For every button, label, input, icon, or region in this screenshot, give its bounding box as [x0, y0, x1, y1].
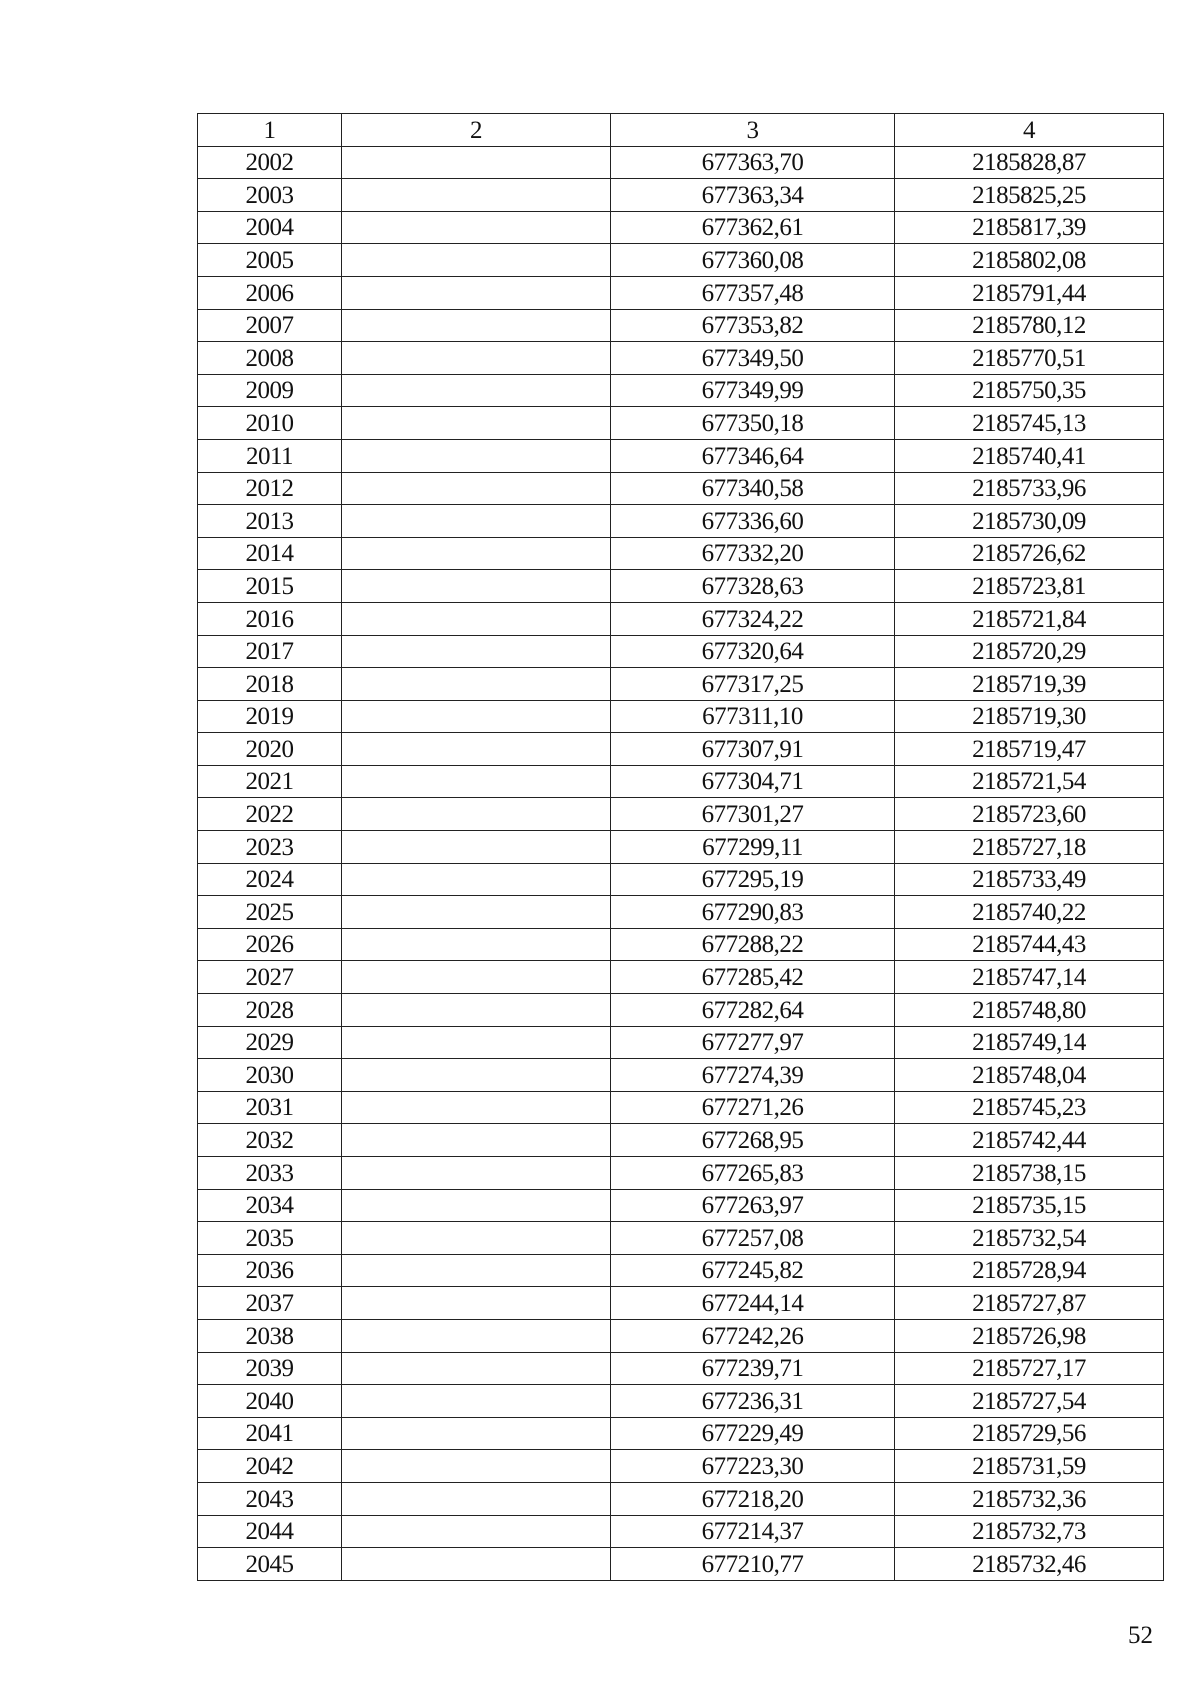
table-row [198, 146, 1164, 179]
coordinate-y-cell: 2185719,47 [895, 733, 1164, 766]
coordinate-y-cell: 2185728,94 [895, 1254, 1164, 1287]
coordinate-x-cell: 677353,82 [611, 309, 895, 342]
coordinate-x-cell: 677223,30 [611, 1450, 895, 1483]
coordinate-y-cell: 2185723,60 [895, 798, 1164, 831]
point-number-cell: 2031 [198, 1091, 342, 1124]
coordinate-x-cell: 677340,58 [611, 472, 895, 505]
empty-cell [342, 505, 611, 538]
point-number-cell: 2039 [198, 1352, 342, 1385]
table-row [198, 1319, 1164, 1352]
point-number-cell: 2007 [198, 309, 342, 342]
header-cell-col4: 4 [895, 114, 1164, 147]
coordinate-x-cell: 677362,61 [611, 211, 895, 244]
table-row [198, 928, 1164, 961]
empty-cell [342, 961, 611, 994]
point-number-cell: 2044 [198, 1515, 342, 1548]
table-row [198, 1091, 1164, 1124]
table-row [198, 994, 1164, 1027]
coordinate-x-cell: 677288,22 [611, 928, 895, 961]
point-number-cell: 2025 [198, 896, 342, 929]
table-row [198, 472, 1164, 505]
table-row [198, 505, 1164, 538]
point-number-cell: 2041 [198, 1417, 342, 1450]
coordinate-y-cell: 2185730,09 [895, 505, 1164, 538]
coordinate-x-cell: 677350,18 [611, 407, 895, 440]
empty-cell [342, 798, 611, 831]
table-row [198, 439, 1164, 472]
empty-cell [342, 309, 611, 342]
coordinate-y-cell: 2185825,25 [895, 179, 1164, 212]
empty-cell [342, 994, 611, 1027]
point-number-cell: 2003 [198, 179, 342, 212]
table-row [198, 896, 1164, 929]
coordinate-y-cell: 2185733,96 [895, 472, 1164, 505]
empty-cell [342, 896, 611, 929]
point-number-cell: 2017 [198, 635, 342, 668]
empty-cell [342, 831, 611, 864]
coordinate-y-cell: 2185726,98 [895, 1319, 1164, 1352]
point-number-cell: 2006 [198, 276, 342, 309]
coordinate-y-cell: 2185726,62 [895, 537, 1164, 570]
table-row [198, 700, 1164, 733]
empty-cell [342, 1482, 611, 1515]
coordinate-x-cell: 677257,08 [611, 1222, 895, 1255]
empty-cell [342, 570, 611, 603]
coordinate-x-cell: 677336,60 [611, 505, 895, 538]
table-row [198, 244, 1164, 277]
empty-cell [342, 439, 611, 472]
coordinate-y-cell: 2185740,22 [895, 896, 1164, 929]
empty-cell [342, 407, 611, 440]
coordinate-x-cell: 677274,39 [611, 1059, 895, 1092]
coordinate-y-cell: 2185727,18 [895, 831, 1164, 864]
point-number-cell: 2013 [198, 505, 342, 538]
header-cell-col2: 2 [342, 114, 611, 147]
table-row [198, 798, 1164, 831]
coordinate-y-cell: 2185817,39 [895, 211, 1164, 244]
point-number-cell: 2009 [198, 374, 342, 407]
empty-cell [342, 863, 611, 896]
table-row [198, 1385, 1164, 1418]
empty-cell [342, 1157, 611, 1190]
coordinate-x-cell: 677317,25 [611, 668, 895, 701]
table-row [198, 831, 1164, 864]
coordinate-x-cell: 677304,71 [611, 765, 895, 798]
point-number-cell: 2011 [198, 439, 342, 472]
table-row [198, 1124, 1164, 1157]
point-number-cell: 2019 [198, 700, 342, 733]
table-row [198, 537, 1164, 570]
coordinate-x-cell: 677299,11 [611, 831, 895, 864]
table-row [198, 211, 1164, 244]
coordinates-table [197, 113, 1164, 1581]
coordinate-x-cell: 677363,70 [611, 146, 895, 179]
table-row [198, 179, 1164, 212]
empty-cell [342, 733, 611, 766]
table-header [198, 114, 1164, 147]
empty-cell [342, 179, 611, 212]
table-row [198, 668, 1164, 701]
table-row [198, 1287, 1164, 1320]
page-number: 52 [1128, 1622, 1153, 1649]
empty-cell [342, 700, 611, 733]
point-number-cell: 2014 [198, 537, 342, 570]
table-row [198, 602, 1164, 635]
point-number-cell: 2040 [198, 1385, 342, 1418]
table-row [198, 1222, 1164, 1255]
coordinate-x-cell: 677332,20 [611, 537, 895, 570]
coordinate-x-cell: 677307,91 [611, 733, 895, 766]
coordinate-y-cell: 2185748,80 [895, 994, 1164, 1027]
table-row [198, 342, 1164, 375]
coordinate-x-cell: 677282,64 [611, 994, 895, 1027]
coordinate-x-cell: 677210,77 [611, 1548, 895, 1581]
point-number-cell: 2027 [198, 961, 342, 994]
point-number-cell: 2022 [198, 798, 342, 831]
point-number-cell: 2029 [198, 1026, 342, 1059]
table-row [198, 635, 1164, 668]
table-body [198, 146, 1164, 1580]
coordinate-y-cell: 2185744,43 [895, 928, 1164, 961]
point-number-cell: 2032 [198, 1124, 342, 1157]
coordinate-y-cell: 2185719,30 [895, 700, 1164, 733]
coordinate-x-cell: 677268,95 [611, 1124, 895, 1157]
header-row [198, 114, 1164, 147]
coordinate-y-cell: 2185738,15 [895, 1157, 1164, 1190]
coordinate-y-cell: 2185732,73 [895, 1515, 1164, 1548]
table-row [198, 765, 1164, 798]
coordinate-y-cell: 2185749,14 [895, 1026, 1164, 1059]
empty-cell [342, 1450, 611, 1483]
coordinate-y-cell: 2185828,87 [895, 146, 1164, 179]
coordinate-x-cell: 677328,63 [611, 570, 895, 603]
coordinate-x-cell: 677324,22 [611, 602, 895, 635]
table-row [198, 1482, 1164, 1515]
coordinate-y-cell: 2185729,56 [895, 1417, 1164, 1450]
coordinate-y-cell: 2185727,54 [895, 1385, 1164, 1418]
empty-cell [342, 928, 611, 961]
point-number-cell: 2005 [198, 244, 342, 277]
empty-cell [342, 472, 611, 505]
point-number-cell: 2036 [198, 1254, 342, 1287]
header-cell-col3: 3 [611, 114, 895, 147]
point-number-cell: 2015 [198, 570, 342, 603]
coordinate-y-cell: 2185731,59 [895, 1450, 1164, 1483]
point-number-cell: 2030 [198, 1059, 342, 1092]
coordinate-x-cell: 677346,64 [611, 439, 895, 472]
point-number-cell: 2028 [198, 994, 342, 1027]
coordinate-y-cell: 2185745,23 [895, 1091, 1164, 1124]
empty-cell [342, 211, 611, 244]
coordinate-y-cell: 2185791,44 [895, 276, 1164, 309]
coordinate-y-cell: 2185721,54 [895, 765, 1164, 798]
coordinate-x-cell: 677363,34 [611, 179, 895, 212]
empty-cell [342, 1352, 611, 1385]
coordinate-y-cell: 2185732,54 [895, 1222, 1164, 1255]
table-row [198, 863, 1164, 896]
coordinate-x-cell: 677295,19 [611, 863, 895, 896]
empty-cell [342, 1548, 611, 1581]
point-number-cell: 2042 [198, 1450, 342, 1483]
coordinate-x-cell: 677349,99 [611, 374, 895, 407]
coordinate-x-cell: 677239,71 [611, 1352, 895, 1385]
empty-cell [342, 146, 611, 179]
coordinate-x-cell: 677277,97 [611, 1026, 895, 1059]
point-number-cell: 2010 [198, 407, 342, 440]
coordinate-x-cell: 677263,97 [611, 1189, 895, 1222]
coordinate-x-cell: 677265,83 [611, 1157, 895, 1190]
coordinate-y-cell: 2185727,87 [895, 1287, 1164, 1320]
point-number-cell: 2035 [198, 1222, 342, 1255]
point-number-cell: 2045 [198, 1548, 342, 1581]
coordinate-x-cell: 677242,26 [611, 1319, 895, 1352]
point-number-cell: 2034 [198, 1189, 342, 1222]
point-number-cell: 2024 [198, 863, 342, 896]
table-row [198, 1548, 1164, 1581]
coordinate-y-cell: 2185770,51 [895, 342, 1164, 375]
table-row [198, 1157, 1164, 1190]
coordinate-x-cell: 677290,83 [611, 896, 895, 929]
coordinate-y-cell: 2185720,29 [895, 635, 1164, 668]
coordinate-x-cell: 677285,42 [611, 961, 895, 994]
table-row [198, 1026, 1164, 1059]
coordinate-y-cell: 2185780,12 [895, 309, 1164, 342]
coordinate-y-cell: 2185740,41 [895, 439, 1164, 472]
empty-cell [342, 1091, 611, 1124]
point-number-cell: 2012 [198, 472, 342, 505]
point-number-cell: 2038 [198, 1319, 342, 1352]
empty-cell [342, 765, 611, 798]
point-number-cell: 2043 [198, 1482, 342, 1515]
point-number-cell: 2033 [198, 1157, 342, 1190]
empty-cell [342, 1222, 611, 1255]
coordinate-x-cell: 677349,50 [611, 342, 895, 375]
point-number-cell: 2020 [198, 733, 342, 766]
coordinate-x-cell: 677271,26 [611, 1091, 895, 1124]
table-row [198, 309, 1164, 342]
coordinate-y-cell: 2185750,35 [895, 374, 1164, 407]
empty-cell [342, 1026, 611, 1059]
table-row [198, 1450, 1164, 1483]
empty-cell [342, 1124, 611, 1157]
coordinate-x-cell: 677236,31 [611, 1385, 895, 1418]
empty-cell [342, 537, 611, 570]
point-number-cell: 2021 [198, 765, 342, 798]
coordinate-y-cell: 2185735,15 [895, 1189, 1164, 1222]
coordinate-x-cell: 677245,82 [611, 1254, 895, 1287]
coordinate-y-cell: 2185727,17 [895, 1352, 1164, 1385]
header-cell-col1: 1 [198, 114, 342, 147]
point-number-cell: 2016 [198, 602, 342, 635]
empty-cell [342, 602, 611, 635]
empty-cell [342, 1254, 611, 1287]
empty-cell [342, 374, 611, 407]
point-number-cell: 2008 [198, 342, 342, 375]
coordinate-y-cell: 2185723,81 [895, 570, 1164, 603]
coordinate-y-cell: 2185721,84 [895, 602, 1164, 635]
table-row [198, 1417, 1164, 1450]
coordinate-x-cell: 677360,08 [611, 244, 895, 277]
coordinate-y-cell: 2185747,14 [895, 961, 1164, 994]
coordinate-y-cell: 2185732,46 [895, 1548, 1164, 1581]
point-number-cell: 2026 [198, 928, 342, 961]
table-row [198, 961, 1164, 994]
empty-cell [342, 1319, 611, 1352]
table-row [198, 1254, 1164, 1287]
empty-cell [342, 276, 611, 309]
coordinate-y-cell: 2185745,13 [895, 407, 1164, 440]
coordinate-y-cell: 2185719,39 [895, 668, 1164, 701]
empty-cell [342, 1059, 611, 1092]
table-row [198, 1352, 1164, 1385]
empty-cell [342, 668, 611, 701]
point-number-cell: 2004 [198, 211, 342, 244]
coordinate-x-cell: 677218,20 [611, 1482, 895, 1515]
empty-cell [342, 1417, 611, 1450]
coordinate-y-cell: 2185802,08 [895, 244, 1164, 277]
coordinate-x-cell: 677311,10 [611, 700, 895, 733]
point-number-cell: 2002 [198, 146, 342, 179]
coordinate-x-cell: 677320,64 [611, 635, 895, 668]
coordinate-x-cell: 677301,27 [611, 798, 895, 831]
table-row [198, 1059, 1164, 1092]
point-number-cell: 2018 [198, 668, 342, 701]
coordinate-x-cell: 677214,37 [611, 1515, 895, 1548]
empty-cell [342, 244, 611, 277]
table-row [198, 407, 1164, 440]
empty-cell [342, 635, 611, 668]
empty-cell [342, 1189, 611, 1222]
point-number-cell: 2023 [198, 831, 342, 864]
coordinate-y-cell: 2185742,44 [895, 1124, 1164, 1157]
empty-cell [342, 1515, 611, 1548]
coordinate-y-cell: 2185748,04 [895, 1059, 1164, 1092]
table-row [198, 1515, 1164, 1548]
coordinate-y-cell: 2185732,36 [895, 1482, 1164, 1515]
table-row [198, 374, 1164, 407]
table-row [198, 733, 1164, 766]
empty-cell [342, 1287, 611, 1320]
table-row [198, 276, 1164, 309]
coordinate-y-cell: 2185733,49 [895, 863, 1164, 896]
point-number-cell: 2037 [198, 1287, 342, 1320]
table-row [198, 1189, 1164, 1222]
coordinate-x-cell: 677244,14 [611, 1287, 895, 1320]
empty-cell [342, 342, 611, 375]
coordinate-x-cell: 677357,48 [611, 276, 895, 309]
coordinate-x-cell: 677229,49 [611, 1417, 895, 1450]
table-row [198, 570, 1164, 603]
empty-cell [342, 1385, 611, 1418]
